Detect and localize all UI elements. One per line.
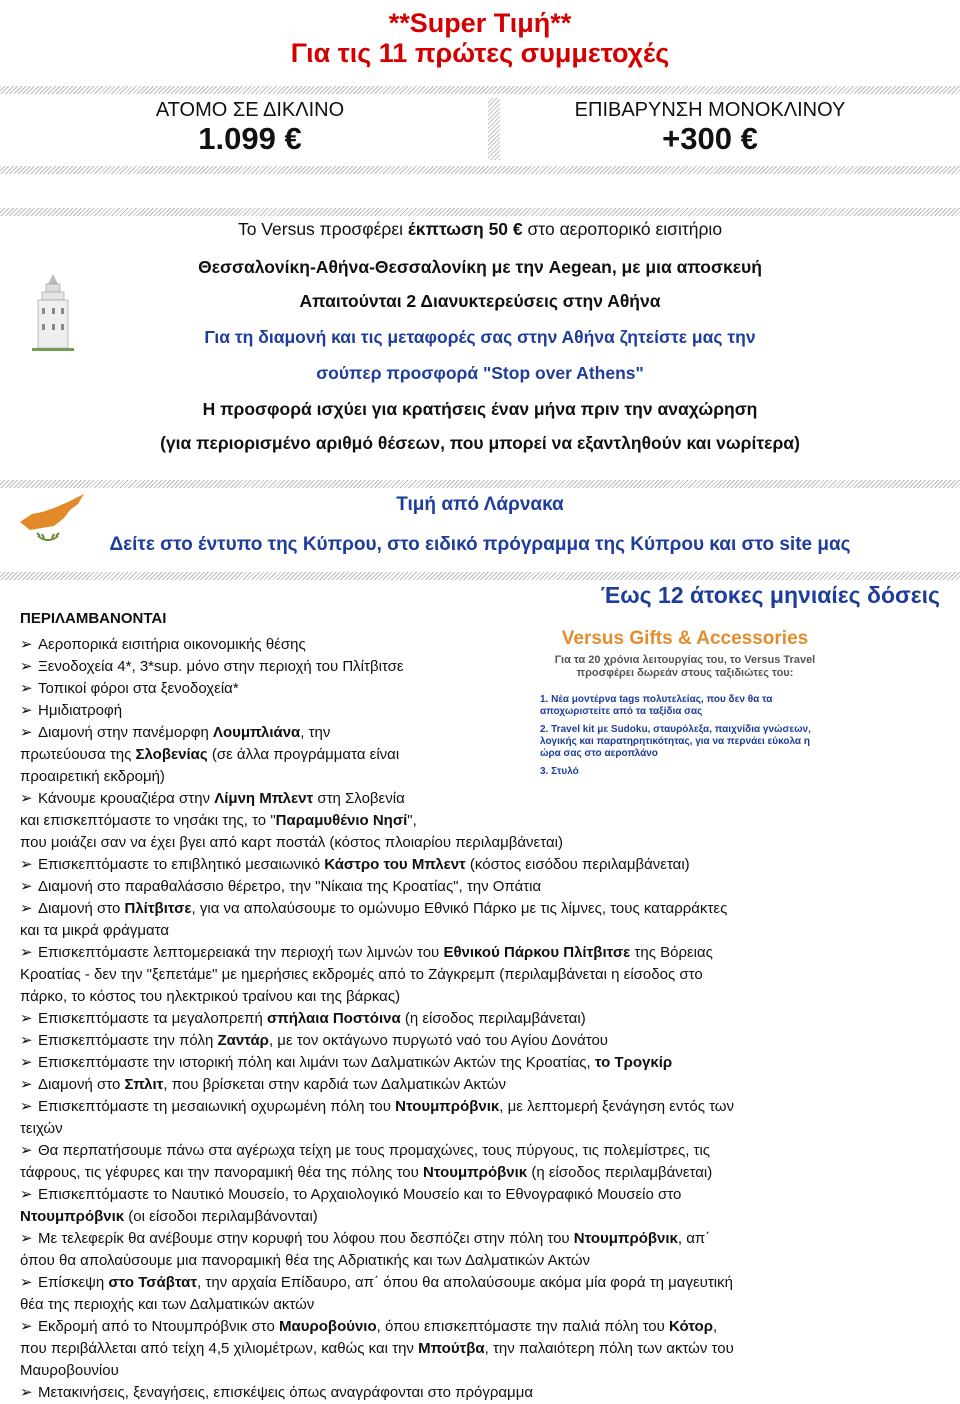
list-item: ➢ Ημιδιατροφή [20,700,520,722]
list-item: ➢ Διαμονή στο Σπλιτ, που βρίσκεται στην καρδιά των Δαλματικών Ακτών [20,1074,940,1096]
divider [0,572,960,580]
list-item: ➢ Επίσκεψη στο Τσάβτατ, την αρχαία Επίδαυρο, απ΄ όπου θα απολαύσουμε ακόμα μία φορά τη μαγευτική [20,1272,940,1294]
offer-discount: έκπτωση 50 € [407,219,523,239]
arrow-bullet-icon: ➢ [20,1098,33,1115]
list-item-continuation: και τα μικρά φράγματα [20,922,170,939]
offer-line-3: Απαιτούνται 2 Διανυκτερεύσεις στην Αθήνα [299,291,661,311]
arrow-bullet-icon: ➢ [20,1186,33,1203]
single-supplement-value: +300 € [662,121,758,156]
arrow-bullet-icon: ➢ [20,680,33,697]
arrow-bullet-icon: ➢ [20,724,33,741]
gifts-item-3: 3. Στυλό [540,766,579,777]
arrow-bullet-icon: ➢ [20,900,33,917]
list-item: ➢ Επισκεπτόμαστε την ιστορική πόλη και λιμάνι των Δαλματικών Ακτών της Κροατίας, το Τρογκίρ [20,1052,940,1074]
single-supplement-label: ΕΠΙΒΑΡΥΝΣΗ ΜΟΝΟΚΛΙΝΟΥ [574,99,846,121]
list-item: ➢ Ξενοδοχεία 4*, 3*sup. μόνο στην περιοχή του Πλίτβιτσε [20,656,520,678]
arrow-bullet-icon: ➢ [20,1076,33,1093]
list-item: ➢ Διαμονή στην πανέμορφη Λουμπλιάνα, την [20,722,520,744]
arrow-bullet-icon: ➢ [20,878,33,895]
list-item: ➢ Επισκεπτόμαστε το επιβλητικό μεσαιωνικό Κάστρο του Μπλεντ (κόστος εισόδου περιλαμβάνεται) [20,854,940,876]
offer-text: Το Versus προσφέρει [237,219,408,239]
list-item-continuation: πάρκο, το κόστος του ηλεκτρικού τραίνου και της βάρκας) [20,988,401,1005]
arrow-bullet-icon: ➢ [20,790,33,807]
arrow-bullet-icon: ➢ [20,1384,33,1401]
offer-line-1 [0,218,960,240]
list-item: ➢ Θα περπατήσουμε πάνω στα αγέρωχα τείχη με τους προμαχώνες, τους πύργους, τις πολεμίστρες, τις [20,1140,940,1162]
list-item-continuation: όπου θα απολαύσουμε μια πανοραμική θέα της Αδριατικής και των Δαλματικών Ακτών [20,1252,591,1269]
list-item: ➢ Επισκεπτόμαστε τα μεγαλοπρεπή σπήλαια Ποστόινα (η είσοδος περιλαμβάνεται) [20,1008,940,1030]
single-supplement-price [500,98,920,156]
divider [488,98,500,160]
list-item-continuation: και επισκεπτόμαστε το νησάκι της, το "Παραμυθένιο Νησί", [20,812,417,829]
offer-line-7: (για περιορισμένο αριθμό θέσεων, που μπορεί να εξαντληθούν και νωρίτερα) [160,433,800,453]
divider [0,480,960,488]
arrow-bullet-icon: ➢ [20,1318,33,1335]
arrow-bullet-icon: ➢ [20,1274,33,1291]
promo-title: **Super Τιμή** [388,8,572,38]
includes-list-full [20,832,940,1404]
list-item: ➢ Εκδρομή από το Ντουμπρόβνικ στο Μαυροβούνιο, όπου επισκεπτόμαστε την παλιά πόλη του Κότορ, [20,1316,940,1338]
offer-line-5: σούπερ προσφορά "Stop over Athens" [316,363,644,383]
includes-list [20,634,520,832]
double-room-price [40,98,460,156]
divider [0,166,960,174]
cyprus-title: Τιμή από Λάρνακα [396,494,564,515]
list-item-continuation: Μαυροβουνίου [20,1362,119,1379]
offer-line-4: Για τη διαμονή και τις μεταφορές σας στην Αθήνα ζητείστε μας την [204,327,756,347]
arrow-bullet-icon: ➢ [20,856,33,873]
list-item: ➢ Τοπικοί φόροι στα ξενοδοχεία* [20,678,520,700]
arrow-bullet-icon: ➢ [20,944,33,961]
list-item-continuation: πρωτεύουσα της Σλοβενίας (σε άλλα προγράμματα είναι [20,746,400,763]
double-room-value: 1.099 € [198,121,302,156]
list-item-continuation: Ντουμπρόβνικ (οι είσοδοι περιλαμβάνονται) [20,1208,318,1225]
list-item: ➢ Με τελεφερίκ θα ανέβουμε στην κορυφή του λόφου που δεσπόζει στην πόλη του Ντουμπρόβνικ, απ΄ [20,1228,940,1250]
double-room-label: ΑΤΟΜΟ ΣΕ ΔΙΚΛΙΝΟ [155,99,345,121]
gifts-subtitle: Για τα 20 χρόνια λειτουργίας του, το Versus Travel προσφέρει δωρεάν στους ταξιδιώτες του: [554,654,816,679]
arrow-bullet-icon: ➢ [20,1230,33,1247]
arrow-bullet-icon: ➢ [20,636,33,653]
list-item-continuation: θέα της περιοχής και των Δαλματικών ακτών [20,1296,315,1313]
list-item: ➢ Επισκεπτόμαστε την πόλη Ζαντάρ, με τον οκτάγωνο πυργωτό ναό του Αγίου Δονάτου [20,1030,940,1052]
offer-line-2: Θεσσαλονίκη-Αθήνα-Θεσσαλονίκη με την Aegean, με μια αποσκευή [198,257,762,277]
arrow-bullet-icon: ➢ [20,702,33,719]
offer-line-6: Η προσφορά ισχύει για κρατήσεις έναν μήνα πριν την αναχώρηση [202,399,758,419]
list-item: ➢ Διαμονή στο παραθαλάσσιο θέρετρο, την "Νίκαια της Κροατίας", την Οπάτια [20,876,940,898]
list-item-continuation: που περιβάλλεται από τείχη 4,5 χιλιομέτρων, καθώς και την Μπούτβα, την παλαιότερη πόλη των ακτών του [20,1340,734,1357]
arrow-bullet-icon: ➢ [20,1032,33,1049]
list-item: ➢ Επισκεπτόμαστε τη μεσαιωνική οχυρωμένη πόλη του Ντουμπρόβνικ, με λεπτομερή ξενάγηση εντός των [20,1096,940,1118]
offer-text: στο αεροπορικό εισιτήριο [522,219,723,239]
list-item-continuation: που μοιάζει σαν να έχει βγει από καρτ ποστάλ (κόστος πλοιαρίου περιλαμβάνεται) [20,834,563,851]
list-item: ➢ Επισκεπτόμαστε λεπτομερειακά την περιοχή των λιμνών του Εθνικού Πάρκου Πλίτβιτσε της Βόρειας [20,942,940,964]
list-item: ➢ Κάνουμε κρουαζιέρα στην Λίμνη Μπλεντ στη Σλοβενία [20,788,520,810]
promo-header [0,8,960,68]
list-item-continuation: προαιρετική εκδρομή) [20,768,165,785]
cyprus-subtitle: Δείτε στο έντυπο της Κύπρου, στο ειδικό πρόγραμμα της Κύπρου και στο site μας [109,534,851,555]
list-item: ➢ Διαμονή στο Πλίτβιτσε, για να απολαύσουμε το ομώνυμο Εθνικό Πάρκο με τις λίμνες, τους καταρράκτες [20,898,940,920]
list-item-continuation: Κροατίας - δεν την "ξεπετάμε" με ημερήσιες εκδρομές από το Ζάγκρεμπ (περιλαμβάνεται η είσοδος στο [20,966,703,983]
installments-note: Έως 12 άτοκες μηνιαίες δόσεις [600,582,940,608]
list-item: ➢ Επισκεπτόμαστε το Ναυτικό Μουσείο, το Αρχαιολογικό Μουσείο και το Εθνογραφικό Μουσείο στο [20,1184,940,1206]
includes-heading: ΠΕΡΙΛΑΜΒΑΝΟΝΤΑΙ [20,610,167,627]
list-item: ➢ Μετακινήσεις, ξεναγήσεις, επισκέψεις όπως αναγράφονται στο πρόγραμμα [20,1382,940,1404]
list-item: ➢ Αεροπορικά εισιτήρια οικονομικής θέσης [20,634,520,656]
arrow-bullet-icon: ➢ [20,1010,33,1027]
list-item-continuation: τάφρους, τις γέφυρες και την πανοραμική θέα της πόλης του Ντουμπρόβνικ (η είσοδος περιλαμβάνεται) [20,1164,713,1181]
gifts-panel [540,628,830,808]
gifts-item-2: 2. Travel kit με Sudoku, σταυρόλεξα, παιχνίδια γνώσεων, λογικής και παρατηρητικότητας, για να περνάει εύκολα η ώρα σας στο αεροπλάνο [540,724,811,759]
gifts-title: Versus Gifts & Accessories [561,628,809,649]
divider [0,86,960,94]
list-item-continuation: τειχών [20,1120,63,1137]
arrow-bullet-icon: ➢ [20,1054,33,1071]
arrow-bullet-icon: ➢ [20,1142,33,1159]
divider [0,208,960,216]
gifts-item-1: 1. Νέα μοντέρνα tags πολυτελείας, που δεν θα τα αποχωριστείτε από τα ταξίδια σας [540,694,773,717]
promo-subtitle: Για τις 11 πρώτες συμμετοχές [290,38,670,68]
arrow-bullet-icon: ➢ [20,658,33,675]
